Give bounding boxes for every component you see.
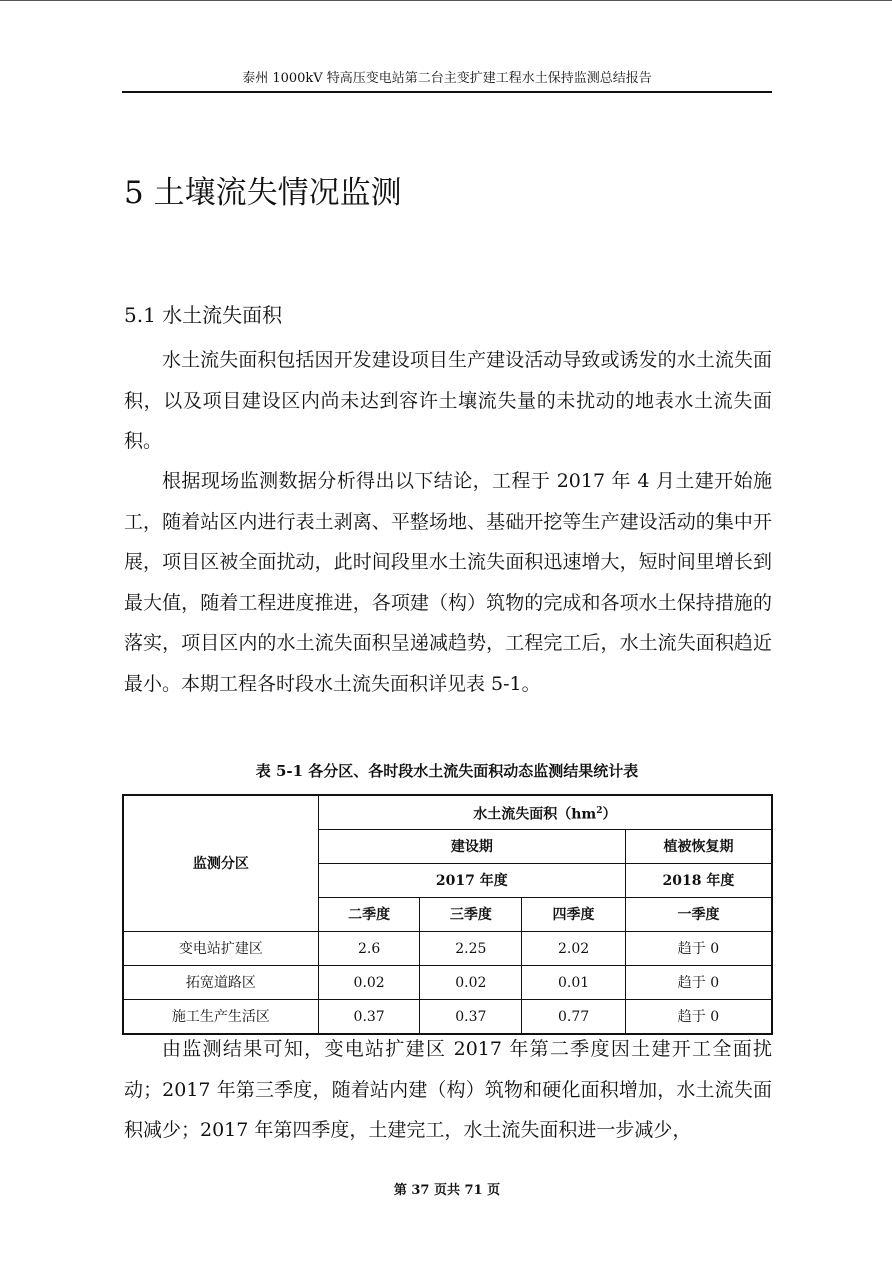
header-area-cell	[318, 795, 772, 830]
paragraph-conclusion: 根据现场监测数据分析得出以下结论，工程于 2017 年 4 月土建开始施工，随着站区内进行表土剥离、平整场地、基础开挖等生产建设活动的集中开展，项目区被全面扰动，此时间段里水土流失面积迅速增大，短时间里增长到最大值，随着工程进度推进，各项建（构）筑物的完成和各项水土保持措施的落实，项目区内的水土流失面积呈递减趋势，工程完工后，水土流失面积趋近最小。本期工程各时段水土流失面积详见表 5-1。	[124, 470, 772, 695]
table-row	[123, 966, 772, 1000]
value-cell: 2.25	[420, 932, 522, 966]
page-top-border	[0, 0, 892, 1]
header-area-close: ）	[602, 806, 617, 823]
value-cell: 0.02	[420, 966, 522, 1000]
header-year-2017: 2017 年度	[318, 864, 625, 898]
value-cell: 0.37	[420, 1000, 522, 1035]
value-cell: 趋于 0	[625, 1000, 772, 1035]
zone-cell: 变电站扩建区	[123, 932, 318, 966]
header-recovery-period: 植被恢复期	[625, 830, 772, 864]
header-area-label: 水土流失面积（hm	[473, 806, 597, 823]
header-q3: 三季度	[420, 898, 522, 932]
header-q1: 一季度	[625, 898, 772, 932]
header-zone-cell: 监测分区	[123, 795, 318, 932]
value-cell: 0.02	[318, 966, 420, 1000]
table-row	[123, 932, 772, 966]
header-area-superscript: 2	[596, 805, 603, 816]
value-cell: 2.6	[318, 932, 420, 966]
value-cell: 2.02	[522, 932, 626, 966]
header-q2: 二季度	[318, 898, 420, 932]
value-cell: 0.01	[522, 966, 626, 1000]
zone-cell: 拓宽道路区	[123, 966, 318, 1000]
header-construction-period: 建设期	[318, 830, 625, 864]
zone-cell: 施工生产生活区	[123, 1000, 318, 1035]
chapter-title: 5 土壤流失情况监测	[124, 175, 402, 211]
header-q4: 四季度	[522, 898, 626, 932]
header-year-2018: 2018 年度	[625, 864, 772, 898]
paragraph-definition: 水土流失面积包括因开发建设项目生产建设活动导致或诱发的水土流失面积，以及项目建设区内尚未达到容许土壤流失量的未扰动的地表水土流失面积。	[124, 349, 772, 452]
section-title: 5.1 水土流失面积	[124, 303, 283, 327]
page-footer: 第 37 页共 71 页	[393, 1183, 501, 1198]
value-cell: 0.37	[318, 1000, 420, 1035]
value-cell: 趋于 0	[625, 932, 772, 966]
table-header-row-1	[123, 795, 772, 830]
header-rule	[122, 91, 772, 93]
value-cell: 趋于 0	[625, 966, 772, 1000]
paragraph-results: 由监测结果可知，变电站扩建区 2017 年第二季度因土建开工全面扰动；2017 年第三季度，随着站内建（构）筑物和硬化面积增加，水土流失面积减少；2017 年第四季度，土建完工，水土流失面积进一步减少，	[124, 1038, 772, 1141]
running-header: 泰州 1000kV 特高压变电站第二台主变扩建工程水土保持监测总结报告	[242, 71, 652, 86]
monitoring-table	[122, 794, 773, 1035]
value-cell: 0.77	[522, 1000, 626, 1035]
table-caption: 表 5-1 各分区、各时段水土流失面积动态监测结果统计表	[255, 762, 639, 780]
